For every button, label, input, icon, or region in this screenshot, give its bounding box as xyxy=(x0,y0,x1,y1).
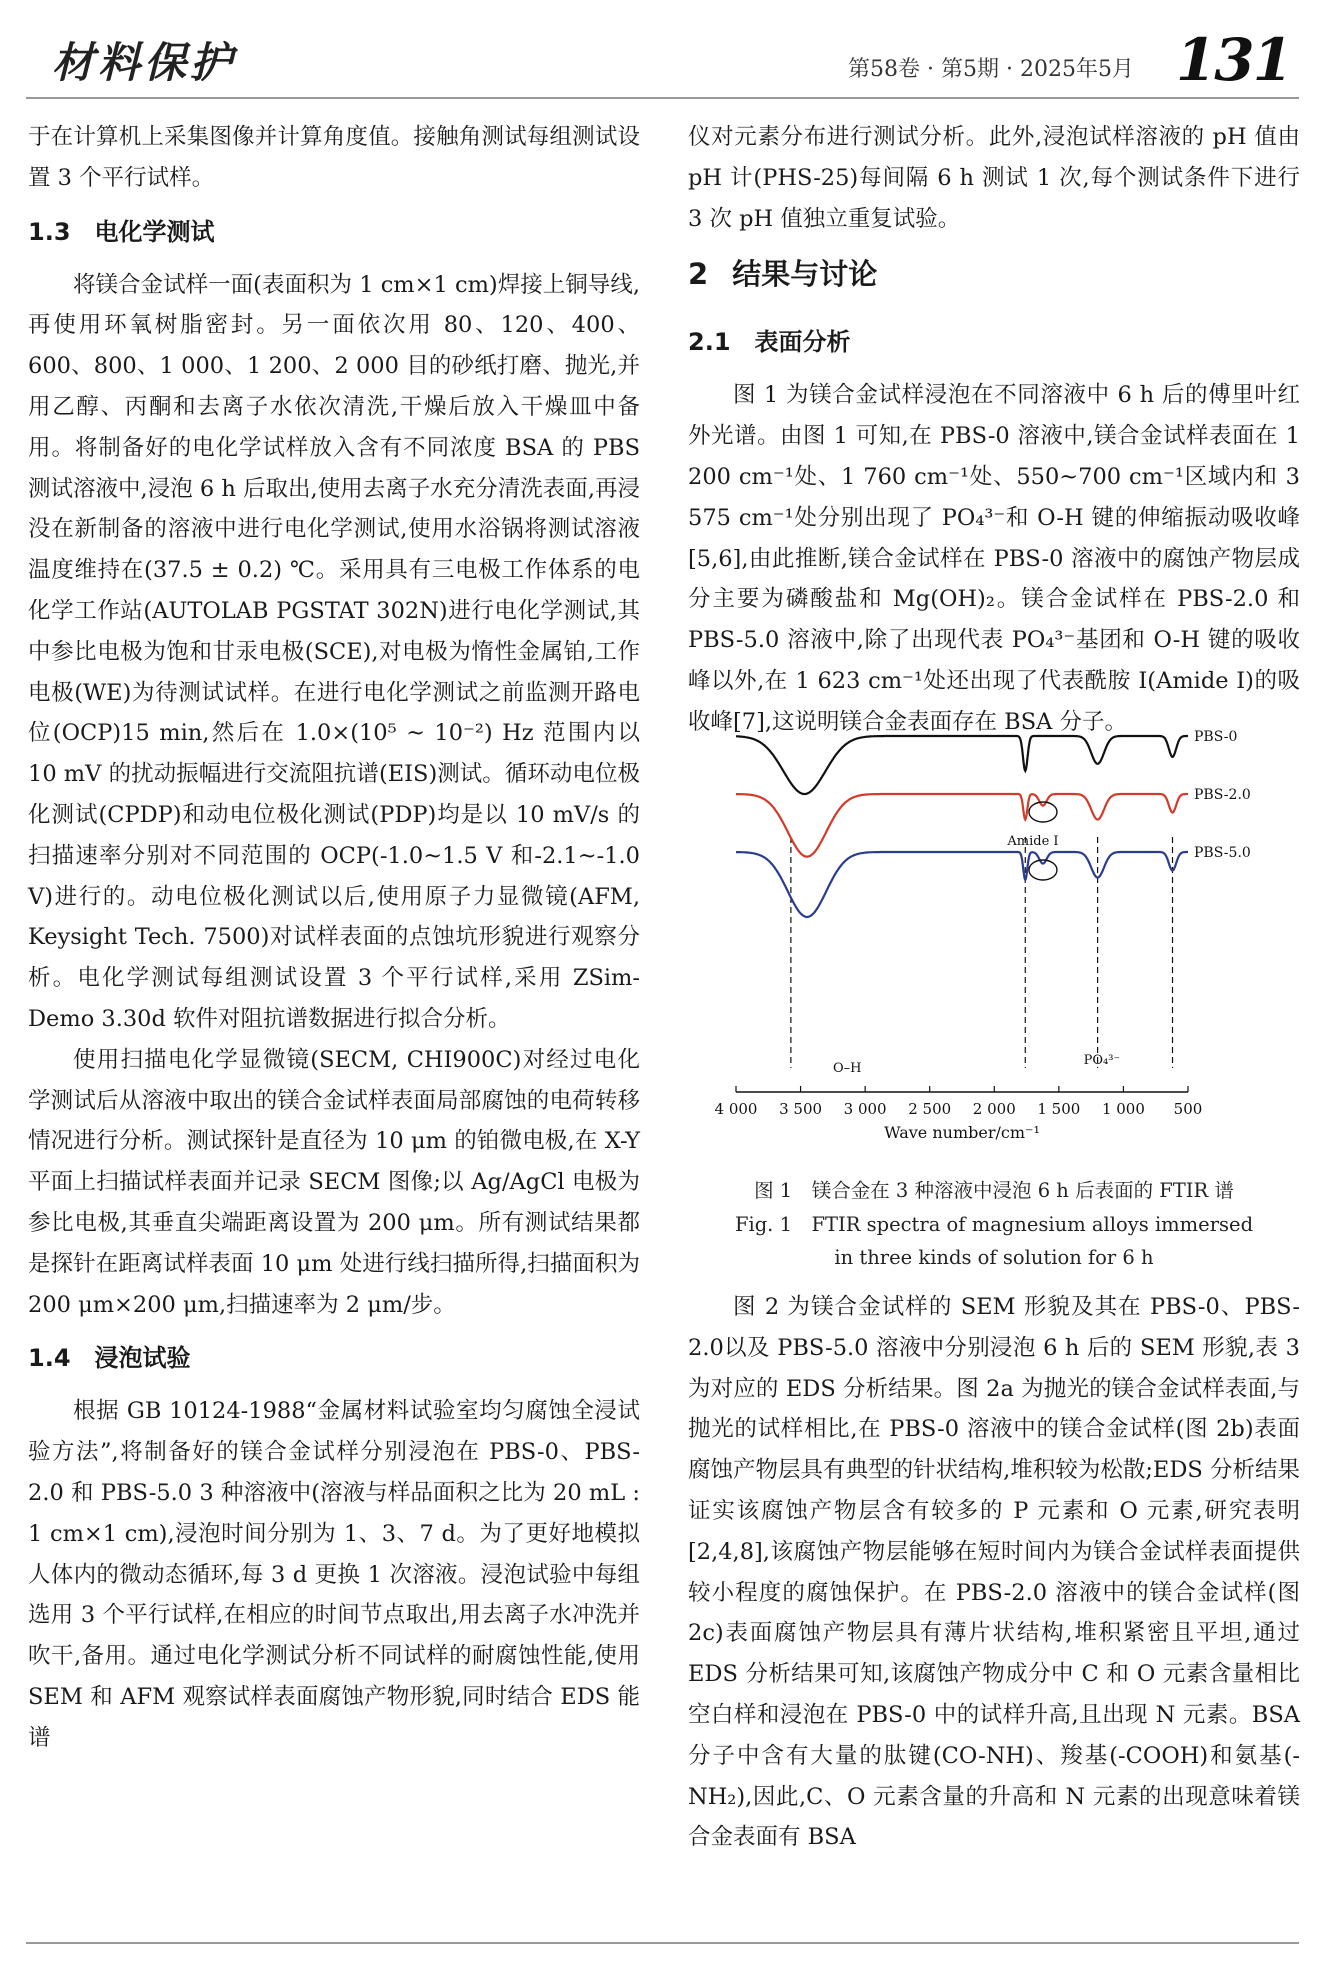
section-number: 1.4 xyxy=(28,1344,71,1373)
section-title: 浸泡试验 xyxy=(94,1344,191,1373)
right-column xyxy=(688,117,1300,743)
section-heading-2 xyxy=(688,239,1300,309)
header-rule xyxy=(26,97,1299,99)
x-tick-label: 1 000 xyxy=(1101,1100,1145,1118)
figure-caption-en-line1: Fig. 1 FTIR spectra of magnesium alloys immersed xyxy=(734,1213,1254,1236)
x-tick-label: 2 000 xyxy=(972,1100,1016,1118)
paragraph: 将镁合金试样一面(表面积为 1 cm×1 cm)焊接上铜导线,再使用环氧树脂密封。另一面依次用 80、120、400、600、800、1 000、1 200、2 000 目的砂纸打磨、抛光,并用乙醇、丙酮和去离子水依次清洗,干燥后放入干燥皿中备用。将制备好的电化学试样放入含有不同浓度 BSA 的 PBS 测试溶液中,浸泡 6 h 后取出,使用去离子水充分清洗表面,再浸没在新制备的溶液中进行电化学测试,使用水浴锅将测试溶液温度维持在(37.5 ± 0.2) ℃。采用具有三电极工作体系的电化学工作站(AUTOLAB PGSTAT 302N)进行电化学测试,其中参比电极为饱和甘汞电极(SCE),对电极为惰性金属铂,工作电极(WE)为待测试试样。在进行电化学测试之前监测开路电位(OCP)15 min,然后在 1.0×(10⁵ ~ 10⁻²) Hz 范围内以 10 mV 的扰动振幅进行交流阻抗谱(EIS)测试。循环动电位极化测试(CPDP)和动电位极化测试(PDP)均是以 10 mV/s 的扫描速率分别对不同范围的 OCP(-1.0~1.5 V 和-2.1~-1.0 V)进行的。动电位极化测试以后,使用原子力显微镜(AFM, Keysight Tech. 7500)对试样表面的点蚀坑形貌进行观察分析。电化学测试每组测试设置 3 个平行试样,采用 ZSim-Demo 3.30d 软件对阻抗谱数据进行拟合分析。 xyxy=(28,271,640,1032)
x-tick-label: 3 500 xyxy=(779,1100,823,1118)
journal-logo: 材料保护 xyxy=(52,38,237,87)
x-tick-label: 3 000 xyxy=(843,1100,887,1118)
x-axis-label: Wave number/cm⁻¹ xyxy=(884,1123,1040,1142)
right-column-lower xyxy=(688,1287,1300,1858)
paragraph: 使用扫描电化学显微镜(SECM, CHI900C)对经过电化学测试后从溶液中取出的镁合金试样表面局部腐蚀的电荷转移情况进行分析。测试探针是直径为 10 μm 的铂微电极,在 X-Y 平面上扫描试样表面并记录 SECM 图像;以 Ag/AgCl 电极为参比电极,其垂直尖端距离设置为 200 μm。所有测试结果都是探针在距离试样表面 10 μm 处进行线扫描所得,扫描面积为 200 μm×200 μm,扫描速率为 2 μm/步。 xyxy=(28,1046,640,1318)
figure-caption-en xyxy=(688,1208,1300,1274)
x-tick-label: 2 500 xyxy=(908,1100,952,1118)
annotation-label: PO₄³⁻ xyxy=(1083,1053,1121,1068)
series-line-pbs-2.0 xyxy=(736,794,1188,857)
ftir-chart xyxy=(688,729,1300,1162)
paragraph: 图 2 为镁合金试样的 SEM 形貌及其在 PBS-0、PBS-2.0以及 PBS-5.0 溶液中分别浸泡 6 h 后的 SEM 形貌,表 3 为对应的 EDS 分析结果。图 2a 为抛光的镁合金试样表面,与抛光的试样相比,在 PBS-0 溶液中的镁合金试样(图 2b)表面腐蚀产物层具有典型的针状结构,堆积较为松散;EDS 分析结果证实该腐蚀产物层含有较多的 P 元素和 O 元素,研究表明[2,4,8],该腐蚀产物层能够在短时间内为镁合金试样表面提供较小程度的腐蚀保护。在 PBS-2.0 溶液中的镁合金试样(图 2c)表面腐蚀产物层具有薄片状结构,堆积紧密且平坦,通过 EDS 分析结果可知,该腐蚀产物成分中 C 和 O 元素含量相比空白样和浸泡在 PBS-0 中的试样升高,且出现 N 元素。BSA 分子中含有大量的肽键(CO-NH)、羧基(-COOH)和氨基(-NH₂),因此,C、O 元素含量的升高和 N 元素的出现意味着镁合金表面有 BSA xyxy=(688,1294,1300,1851)
series-label: PBS-0 xyxy=(1194,729,1238,745)
section-title: 电化学测试 xyxy=(94,217,215,246)
series-label: PBS-2.0 xyxy=(1194,787,1251,803)
paragraph: 仪对元素分布进行测试分析。此外,浸泡试样溶液的 pH 值由 pH 计(PHS-25)每间隔 6 h 测试 1 次,每个测试条件下进行 3 次 pH 值独立重复试验。 xyxy=(688,124,1300,232)
footer-rule xyxy=(26,1942,1299,1944)
section-number: 1.3 xyxy=(28,217,71,246)
left-column xyxy=(28,117,640,1758)
section-heading-2-1 xyxy=(688,309,1300,375)
section-heading-1-4 xyxy=(28,1325,640,1391)
series-line-pbs-0 xyxy=(736,736,1188,794)
section-number: 2.1 xyxy=(688,328,731,357)
section-number: 2 xyxy=(688,257,709,292)
x-tick-label: 4 000 xyxy=(714,1100,758,1118)
x-tick-label: 500 xyxy=(1173,1100,1203,1118)
page-header xyxy=(0,0,1325,110)
series-label: PBS-5.0 xyxy=(1194,845,1251,861)
page-number: 131 xyxy=(1175,26,1291,94)
section-title: 表面分析 xyxy=(754,328,851,357)
paragraph: 于在计算机上采集图像并计算角度值。接触角测试每组测试设置 3 个平行试样。 xyxy=(28,124,640,191)
paragraph: 根据 GB 10124-1988“金属材料试验室均匀腐蚀全浸试验方法”,将制备好的镁合金试样分别浸泡在 PBS-0、PBS-2.0 和 PBS-5.0 3 种溶液中(溶液与样品面积之比为 20 mL : 1 cm×1 cm),浸泡时间分别为 1、3、7 d。为了更好地模拟人体内的微动态循环,每 3 d 更换 1 次溶液。浸泡试验中每组选用 3 个平行试样,在相应的时间节点取出,用去离子水冲洗并吹干,备用。通过电化学测试分析不同试样的耐腐蚀性能,使用 SEM 和 AFM 观察试样表面腐蚀产物形貌,同时结合 EDS 能谱 xyxy=(28,1398,640,1751)
issue-info: 第58卷 · 第5期 · 2025年5月 xyxy=(848,57,1134,82)
section-heading-1-3 xyxy=(28,199,640,265)
paragraph: 图 1 为镁合金试样浸泡在不同溶液中 6 h 后的傅里叶红外光谱。由图 1 可知,在 PBS-0 溶液中,镁合金试样表面在 1 200 cm⁻¹处、1 760 cm⁻¹处、550~700 cm⁻¹区域内和 3 575 cm⁻¹处分别出现了 PO₄³⁻和 O-H 键的伸缩振动吸收峰[5,6],由此推断,镁合金试样在 PBS-0 溶液中的腐蚀产物层成分主要为磷酸盐和 Mg(OH)₂。镁合金试样在 PBS-2.0 和 PBS-5.0 溶液中,除了出现代表 PO₄³⁻基团和 O-H 键的吸收峰以外,在 1 623 cm⁻¹处还出现了代表酰胺 I(Amide I)的吸收峰[7],这说明镁合金表面存在 BSA 分子。 xyxy=(688,382,1300,735)
annotation-label: O–H xyxy=(833,1061,862,1076)
section-title: 结果与讨论 xyxy=(732,257,878,292)
figure-caption-cn: 图 1 镁合金在 3 种溶液中浸泡 6 h 后表面的 FTIR 谱 xyxy=(754,1179,1234,1202)
figure-caption-en-line2: in three kinds of solution for 6 h xyxy=(834,1246,1154,1269)
series-line-pbs-5.0 xyxy=(736,852,1188,917)
annotation-label: Amide I xyxy=(1007,834,1059,849)
x-tick-label: 1 500 xyxy=(1037,1100,1081,1118)
